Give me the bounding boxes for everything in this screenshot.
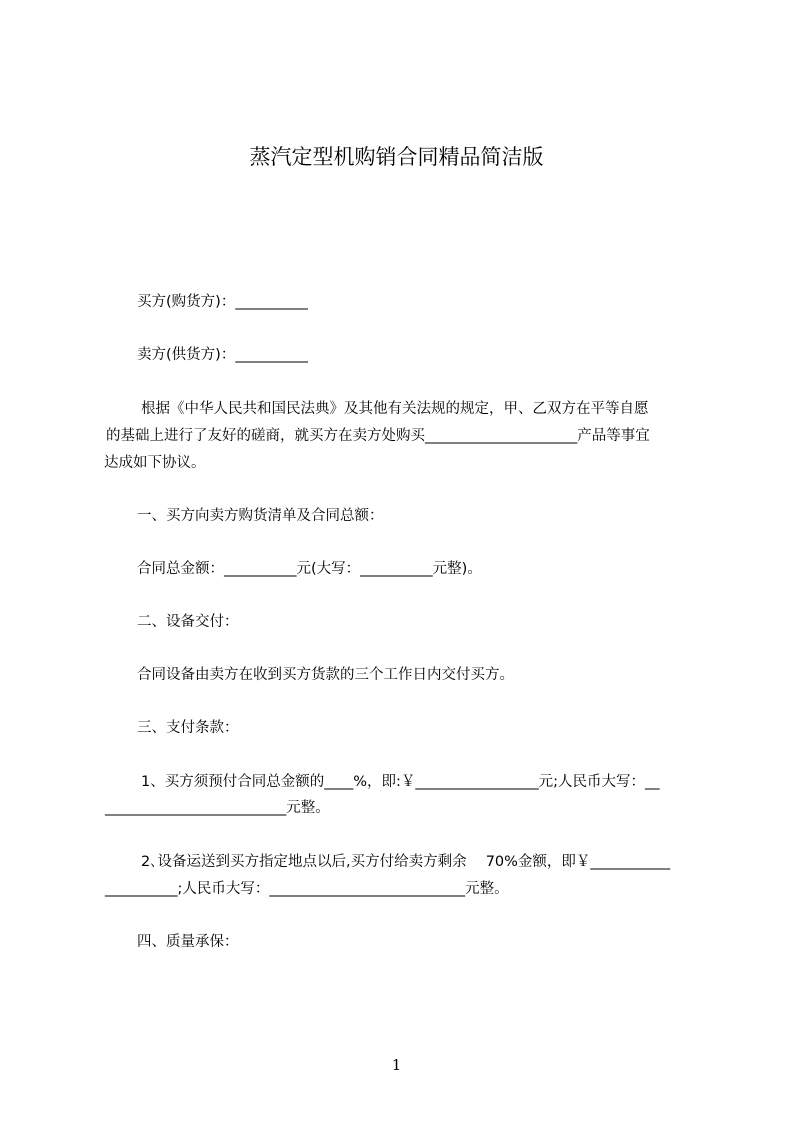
page-number: 1 [391,1056,402,1074]
payment-2-line-1: 2､设备运送到买方指定地点以后,买方付给卖方剩余 70%金额，即￥___________ [141,854,671,870]
preamble-line-2: 的基础上进行了友好的磋商，就买方在卖方处购买_____________________产品等事宜 [106,428,650,444]
document-title: 蒸汽定型机购销合同精品简洁版 [249,145,544,169]
delivery-text: 合同设备由卖方在收到买方货款的三个工作日内交付买方。 [137,667,514,683]
preamble-line-1: 根据《中华人民共和国民法典》及其他有关法规的规定，甲、乙双方在平等自愿 [141,401,649,417]
payment-1-line-1: 1、买方须预付合同总金额的____%，即:￥_________________元;人民币大写：__ [141,774,660,790]
total-amount-line: 合同总金额：__________元(大写：__________元整)。 [137,561,482,577]
payment-1-line-2: _________________________元整。 [105,800,330,816]
seller-line: 卖方(供货方)：__________ [137,347,308,363]
section-2-heading: 二、设备交付： [137,614,239,630]
section-1-heading: 一、买方向卖方购货清单及合同总额： [137,508,384,524]
payment-2-line-2: __________;人民币大写：___________________________元整。 [105,881,509,897]
section-4-heading: 四、质量承保： [137,934,239,950]
section-3-heading: 三、支付条款： [137,720,239,736]
preamble-line-3: 达成如下协议。 [104,455,206,471]
buyer-line: 买方(购货方)：__________ [137,294,308,310]
